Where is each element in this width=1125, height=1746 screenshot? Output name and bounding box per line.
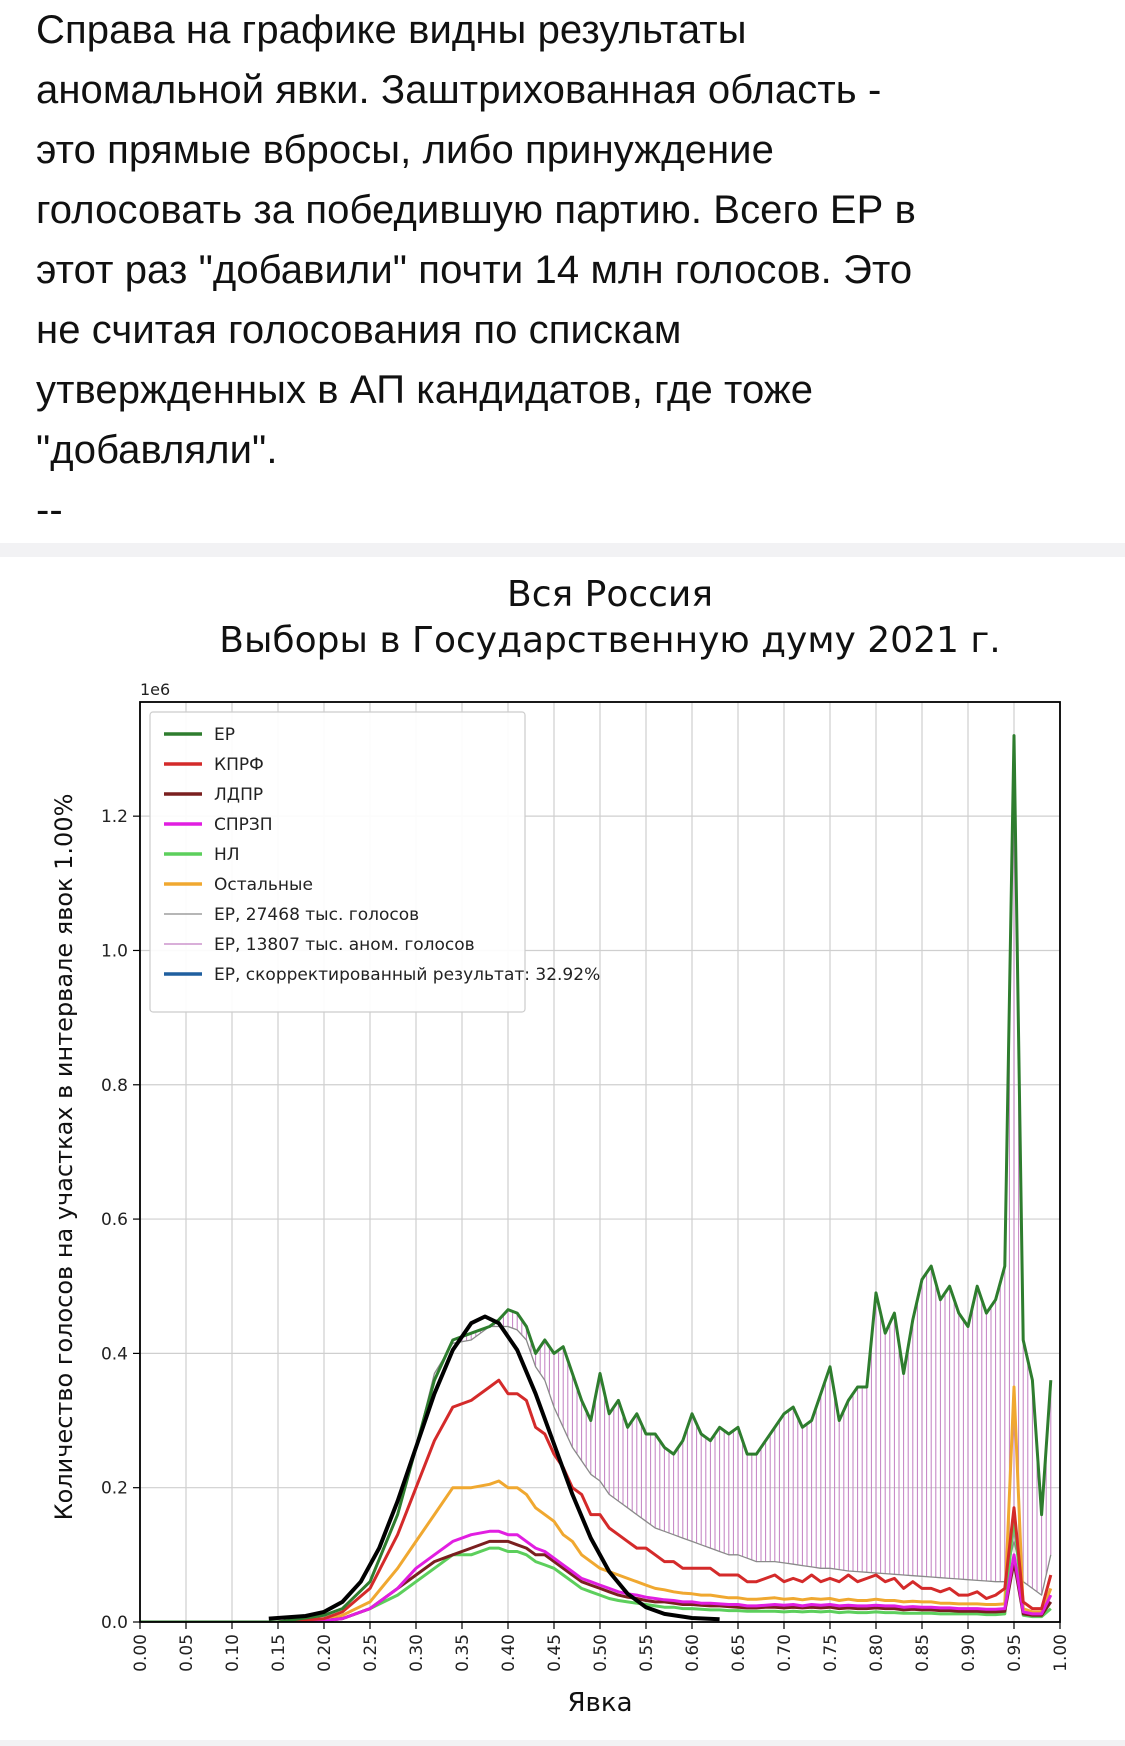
legend-label-er: ЕР xyxy=(214,725,235,745)
x-tick-label: 0.90 xyxy=(959,1634,979,1672)
x-tick-label: 0.40 xyxy=(499,1634,519,1672)
y-tick-label: 1.0 xyxy=(100,941,128,962)
post-line: не считая голосования по спискам xyxy=(36,308,682,352)
x-tick-label: 0.60 xyxy=(683,1634,703,1672)
chart-svg xyxy=(0,557,1125,1746)
x-tick-label: 0.55 xyxy=(637,1634,657,1672)
post-text xyxy=(36,0,1096,540)
x-tick-label: 0.10 xyxy=(223,1634,243,1672)
y-tick-label: 0.8 xyxy=(100,1075,128,1096)
x-axis-label: Явка xyxy=(567,1688,633,1718)
x-tick-label: 0.30 xyxy=(407,1634,427,1672)
x-tick-label: 0.50 xyxy=(591,1634,611,1672)
y-tick-label: 1.2 xyxy=(100,807,128,828)
y-tick-label: 0.4 xyxy=(100,1344,128,1365)
y-tick-label: 0.2 xyxy=(100,1478,128,1499)
x-tick-label: 0.65 xyxy=(729,1634,749,1672)
x-tick-label: 0.45 xyxy=(545,1634,565,1672)
x-tick-label: 0.25 xyxy=(361,1634,381,1672)
legend-label-kprf: КПРФ xyxy=(214,755,264,775)
x-tick-label: 0.00 xyxy=(131,1634,151,1672)
y-tick-label: 0.0 xyxy=(100,1613,128,1633)
chart-subtitle: Выборы в Государственную думу 2021 г. xyxy=(219,620,1001,661)
x-tick-label: 0.05 xyxy=(177,1634,197,1672)
chart-title: Вся Россия xyxy=(507,574,713,615)
post-line: -- xyxy=(36,488,63,532)
legend xyxy=(150,712,600,1012)
x-tick-label: 0.85 xyxy=(913,1634,933,1672)
x-tick-label: 0.70 xyxy=(775,1634,795,1672)
post-line: Справа на графике видны результаты xyxy=(36,8,747,52)
legend-label-ldpr: ЛДПР xyxy=(214,785,264,805)
bottom-bar xyxy=(0,1740,1125,1746)
post-line: утвержденных в АП кандидатов, где тоже xyxy=(36,368,814,412)
x-tick-label: 0.80 xyxy=(867,1634,887,1672)
post-line: "добавляли". xyxy=(36,428,278,472)
chart-image xyxy=(0,557,1125,1746)
x-tick-label: 0.95 xyxy=(1005,1634,1025,1672)
series-line-fit xyxy=(269,1317,720,1620)
legend-label-nl: НЛ xyxy=(214,845,240,865)
anomaly-hatch xyxy=(453,736,1051,1596)
y-axis-label: Количество голосов на участках в интервале явок 1.00% xyxy=(50,793,78,1521)
post-line: это прямые вбросы, либо принуждение xyxy=(36,128,774,172)
y-tick-label: 0.6 xyxy=(100,1210,128,1231)
legend-label-other: Остальные xyxy=(214,875,313,895)
post-line: аномальной явки. Заштрихованная область - xyxy=(36,68,882,112)
x-tick-label: 0.75 xyxy=(821,1634,841,1672)
legend-label-er_corrected: ЕР, скорректированный результат: 32.92% xyxy=(214,965,601,985)
x-tick-label: 0.20 xyxy=(315,1634,335,1672)
legend-label-er_anom: ЕР, 13807 тыс. аном. голосов xyxy=(214,935,475,955)
divider xyxy=(0,543,1125,557)
x-tick-label: 0.35 xyxy=(453,1634,473,1672)
x-tick-label: 0.15 xyxy=(269,1634,289,1672)
x-tick-label: 1.00 xyxy=(1051,1634,1071,1672)
legend-label-sprzp: СПРЗП xyxy=(214,815,273,835)
y-scale-label: 1e6 xyxy=(140,680,171,699)
legend-label-er_total: ЕР, 27468 тыс. голосов xyxy=(214,905,420,925)
post-line: голосовать за победившую партию. Всего ЕР в xyxy=(36,188,917,232)
post-line: этот раз "добавили" почти 14 млн голосов. Это xyxy=(36,248,913,292)
